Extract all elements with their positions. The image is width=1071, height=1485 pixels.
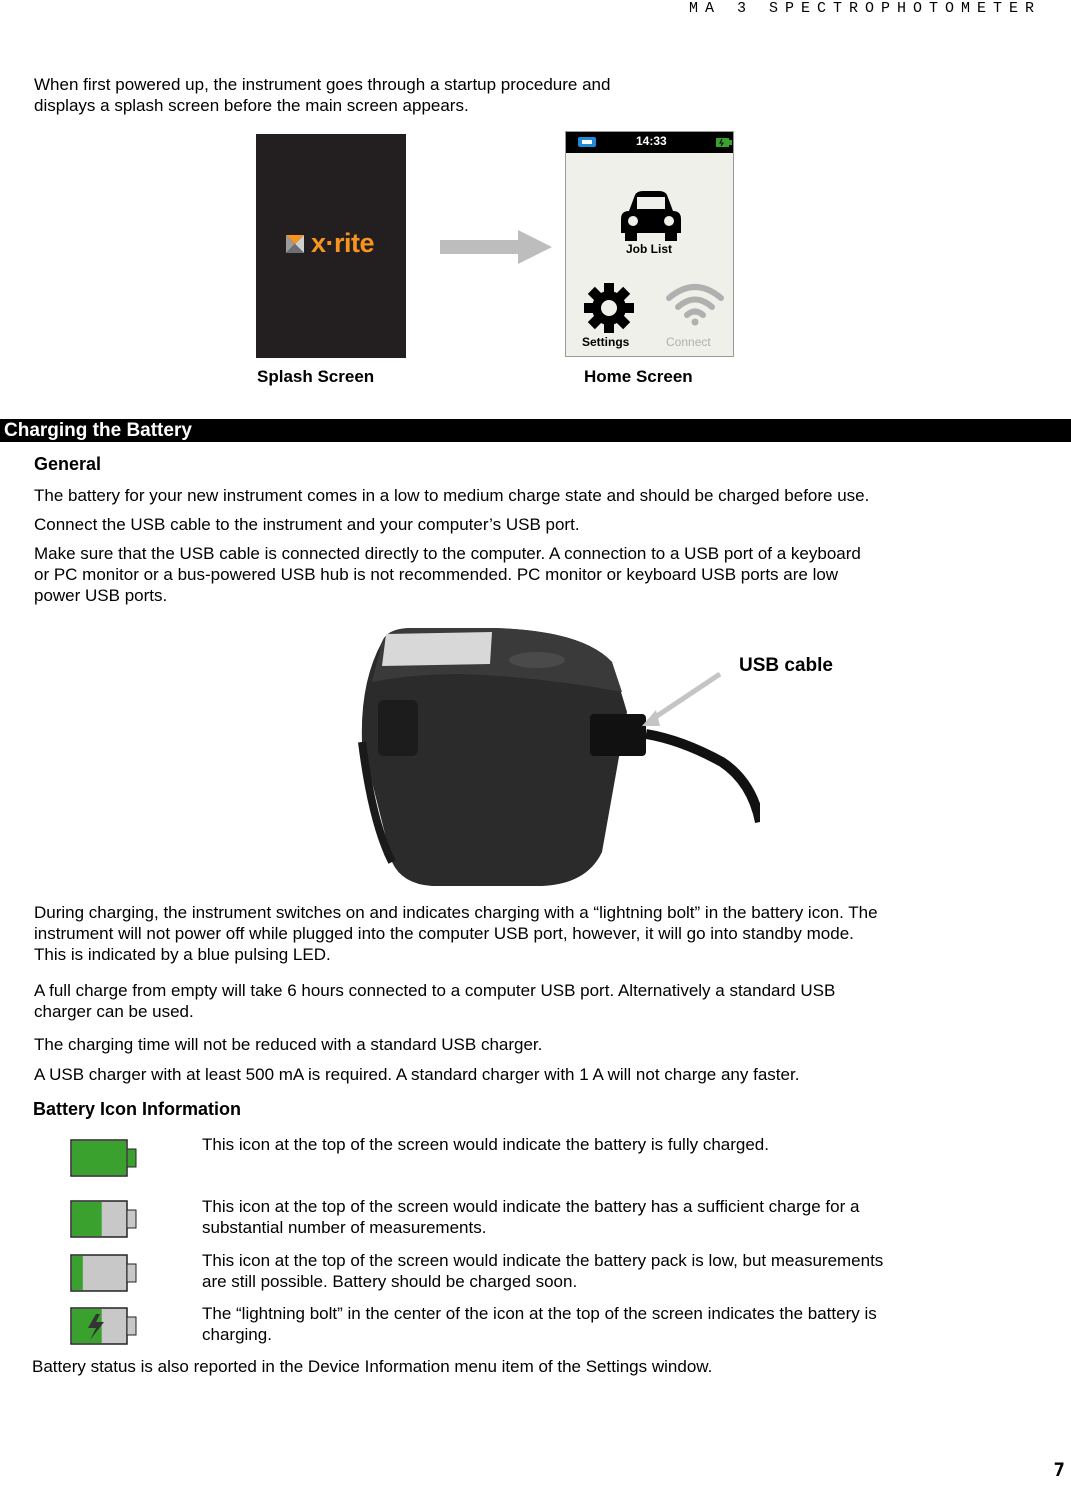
general-para-1: The battery for your new instrument comes in a low to medium charge state and should be charged before use. — [34, 486, 870, 505]
charging-para-3: The charging time will not be reduced with a standard USB charger. — [34, 1035, 543, 1054]
xrite-logo — [284, 228, 374, 259]
wifi-icon[interactable] — [666, 282, 724, 326]
general-para-2: Connect the USB cable to the instrument and your computer’s USB port. — [34, 515, 580, 534]
battery-medium-icon — [70, 1199, 140, 1239]
charging-para-4: A USB charger with at least 500 mA is required. A standard charger with 1 A will not charge any faster. — [34, 1065, 800, 1084]
home-caption: Home Screen — [584, 367, 693, 386]
charging-para-1 — [34, 902, 878, 965]
car-icon[interactable] — [619, 189, 683, 241]
xrite-logo-text: x·rite — [311, 228, 375, 258]
battery-description — [202, 1303, 1062, 1345]
arrow-right-icon — [440, 230, 555, 264]
battery-description-line-2: substantial number of measurements. — [202, 1218, 487, 1237]
running-header: MA 3 SPECTROPHOTOMETER — [688, 0, 1041, 17]
battery-fill — [72, 1141, 126, 1175]
xrite-mark-icon — [284, 233, 306, 255]
battery-info-heading: Battery Icon Information — [33, 1099, 242, 1119]
battery-description-line-1: The “lightning bolt” in the center of the icon at the top of the screen indicates the battery is — [202, 1304, 877, 1323]
battery-description-line-2: charging. — [202, 1325, 272, 1344]
battery-description — [202, 1196, 1062, 1238]
section-heading: Charging the Battery — [0, 419, 1071, 442]
settings-label[interactable]: Settings — [582, 335, 630, 349]
charging-para-1-line-1: During charging, the instrument switches on and indicates charging with a “lightning bolt” in the battery icon. The — [34, 903, 878, 922]
general-para-3-line-1: Make sure that the USB cable is connected directly to the computer. A connection to a USB port of a keyboard — [34, 544, 861, 563]
device-usb-photo — [342, 622, 760, 888]
splash-caption: Splash Screen — [257, 367, 375, 386]
battery-charging-icon — [70, 1306, 140, 1346]
battery-footer: Battery status is also reported in the Device Information menu item of the Settings window. — [32, 1357, 713, 1376]
battery-fill — [72, 1256, 83, 1290]
battery-description — [202, 1250, 1062, 1292]
battery-description-line-1: This icon at the top of the screen would indicate the battery is fully charged. — [202, 1135, 769, 1154]
charging-para-2-line-2: charger can be used. — [34, 1002, 194, 1021]
general-heading: General — [34, 454, 102, 474]
charging-para-1-line-3: This is indicated by a blue pulsing LED. — [34, 945, 331, 964]
general-para-3-line-3: power USB ports. — [34, 586, 168, 605]
usb-connection-icon — [578, 136, 596, 148]
job-list-label[interactable]: Job List — [626, 242, 673, 256]
charging-para-2 — [34, 980, 835, 1022]
battery-fill — [72, 1202, 102, 1236]
battery-description — [202, 1134, 1062, 1155]
charging-para-2-line-1: A full charge from empty will take 6 hours connected to a computer USB port. Alternatively a standard USB — [34, 981, 836, 1000]
home-screen-image — [565, 131, 734, 357]
intro-line-2: displays a splash screen before the main screen appears. — [34, 96, 469, 115]
status-bar — [566, 132, 733, 153]
gear-icon[interactable] — [583, 282, 635, 334]
status-battery-icon — [716, 138, 732, 147]
battery-full-icon — [70, 1138, 140, 1178]
intro-text — [34, 74, 610, 116]
battery-description-line-2: are still possible. Battery should be charged soon. — [202, 1272, 578, 1291]
battery-description-line-1: This icon at the top of the screen would indicate the battery pack is low, but measurements — [202, 1251, 884, 1270]
usb-cable-label: USB cable — [739, 655, 833, 676]
battery-low-icon — [70, 1253, 140, 1293]
battery-description-line-1: This icon at the top of the screen would indicate the battery has a sufficient charge for a — [202, 1197, 860, 1216]
page-number: 7 — [1053, 1459, 1065, 1481]
connect-label[interactable]: Connect — [666, 335, 711, 349]
general-para-3-line-2: or PC monitor or a bus-powered USB hub is not recommended. PC monitor or keyboard USB ports are low — [34, 565, 839, 584]
splash-screen-image — [256, 134, 406, 358]
intro-line-1: When first powered up, the instrument goes through a startup procedure and — [34, 75, 611, 94]
charging-para-1-line-2: instrument will not power off while plugged into the computer USB port, however, it will go into standby mode. — [34, 924, 854, 943]
status-time: 14:33 — [636, 134, 667, 148]
general-para-3 — [34, 543, 861, 606]
